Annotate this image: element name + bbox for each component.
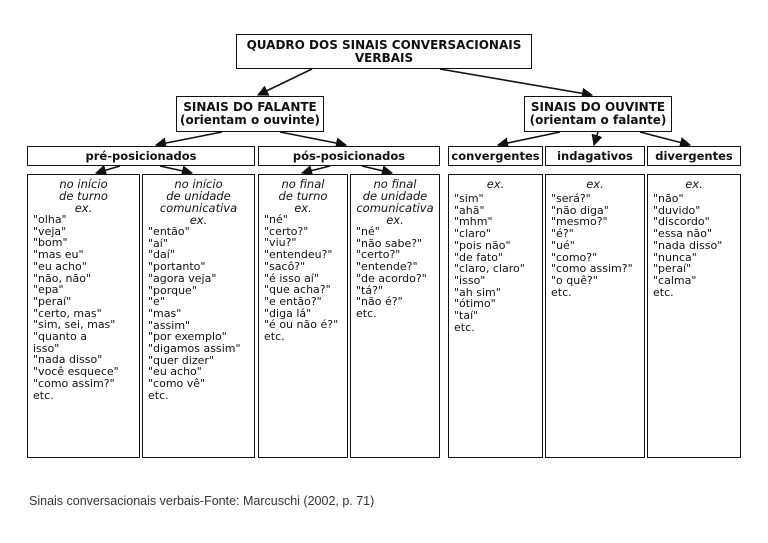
signal-item: "né" — [356, 225, 380, 238]
category-divergentes-box — [647, 146, 741, 166]
signal-item: "peraí" — [653, 262, 692, 276]
signal-item: "agora veja" — [148, 271, 217, 285]
signal-item: "não diga" — [551, 203, 609, 217]
column-pos-unidade — [350, 174, 440, 458]
head-line: ex. — [189, 213, 208, 227]
signal-item: "nada disso" — [33, 353, 103, 367]
signal-item: "pois não" — [454, 238, 511, 252]
signal-item: "diga lá" — [264, 306, 312, 320]
signal-item: "é ou não é?" — [264, 318, 339, 332]
signal-item: "viu?" — [264, 236, 297, 250]
head-line: ex. — [74, 201, 93, 215]
category-pre-box — [27, 146, 255, 166]
signal-item: "e então?" — [264, 294, 322, 308]
arrow-speaker-to-pos — [280, 132, 346, 145]
head-line: no final — [373, 177, 417, 191]
head-line: no início — [174, 177, 223, 191]
signal-list — [143, 226, 254, 402]
head-line: ex. — [586, 177, 604, 191]
signal-item: "claro" — [454, 227, 491, 241]
signal-item: "certo?" — [264, 224, 309, 238]
category-pos-box — [258, 146, 440, 166]
signal-item: "entendeu?" — [264, 248, 333, 262]
signal-item: "será?" — [551, 192, 591, 205]
signal-item: "peraí" — [33, 294, 72, 308]
arrow-title-to-speaker — [258, 69, 312, 95]
signal-item: "ué" — [551, 238, 575, 252]
signal-item: "daí" — [148, 248, 175, 262]
arrow-listener-to-divergentes — [640, 132, 690, 145]
head-line: comunicativa — [159, 201, 238, 215]
column-head — [143, 175, 254, 226]
arrow-speaker-to-pre — [156, 132, 222, 145]
signal-item: "ah sim" — [454, 285, 501, 299]
arrow-pre-to-unidade — [160, 166, 192, 173]
column-head — [648, 175, 740, 190]
signal-item: "de fato" — [454, 250, 504, 264]
head-line: de unidade — [362, 189, 428, 203]
signal-item: "nada disso" — [653, 238, 723, 252]
signal-item: etc. — [551, 285, 572, 299]
signal-item: "entende?" — [356, 260, 418, 274]
signal-item: "epa" — [33, 283, 64, 297]
signal-item: "não, não" — [33, 271, 91, 285]
column-head — [546, 175, 644, 190]
signal-item: "nunca" — [653, 250, 697, 264]
signal-item: etc. — [653, 285, 674, 299]
signal-list — [259, 214, 347, 343]
signal-list — [28, 214, 139, 401]
signal-list — [648, 190, 740, 298]
signal-item: "calma" — [653, 273, 697, 287]
column-convergentes — [448, 174, 543, 458]
signal-item: "duvido" — [653, 203, 701, 217]
arrow-listener-to-convergentes — [498, 132, 560, 145]
signal-item: "certo, mas" — [33, 306, 102, 320]
signal-item: "não é?" — [356, 295, 403, 309]
signal-item: "essa não" — [653, 227, 713, 241]
signal-item: isso" — [33, 341, 60, 355]
signal-item: "então" — [148, 225, 190, 238]
arrow-pre-to-turno — [96, 166, 120, 173]
column-head — [449, 175, 542, 190]
signal-item: "ótimo" — [454, 297, 496, 311]
signal-item: "ahã" — [454, 203, 485, 217]
signal-list — [546, 190, 644, 298]
signal-item: "de acordo?" — [356, 271, 427, 285]
column-head — [28, 175, 139, 214]
signal-item: "o quê?" — [551, 273, 598, 287]
column-divergentes — [647, 174, 741, 458]
signal-item: "não sabe?" — [356, 236, 423, 250]
column-head — [259, 175, 347, 214]
signal-item: "é?" — [551, 227, 574, 241]
listener-signals-box — [524, 96, 672, 132]
category-convergentes-box — [448, 146, 543, 166]
head-line: ex. — [685, 177, 703, 191]
signal-item: "mesmo?" — [551, 215, 608, 229]
speaker-signals-box — [176, 96, 324, 132]
listener-sub: (orientam o falante) — [529, 113, 667, 127]
column-pre-unidade — [142, 174, 255, 458]
signal-item: "quanto a — [33, 330, 88, 344]
speaker-sub: (orientam o ouvinte) — [179, 113, 320, 127]
signal-item: etc. — [356, 306, 377, 320]
signal-item: "como assim?" — [33, 376, 115, 390]
arrow-pos-to-unidade — [362, 166, 392, 173]
signal-item: "discordo" — [653, 215, 710, 229]
head-line: ex. — [386, 213, 404, 227]
head-line: ex. — [294, 201, 312, 215]
head-line: no final — [281, 177, 325, 191]
signal-item: "por exemplo" — [148, 330, 227, 344]
signal-item: "veja" — [33, 224, 67, 238]
arrow-listener-to-indagativos — [594, 132, 598, 145]
head-line: no início — [59, 177, 108, 191]
signal-item: "taí" — [454, 309, 479, 323]
column-pos-turno — [258, 174, 348, 458]
signal-item: "que acha?" — [264, 283, 331, 297]
signal-item: "bom" — [33, 236, 68, 250]
column-head — [351, 175, 439, 226]
signal-item: "porque" — [148, 283, 197, 297]
signal-item: "mas" — [148, 306, 182, 320]
signal-item: "quer dizer" — [148, 353, 214, 367]
signal-item: "claro, claro" — [454, 262, 525, 276]
head-line: de turno — [278, 189, 328, 203]
head-line: ex. — [486, 177, 505, 191]
signal-item: etc. — [454, 320, 475, 334]
category-pre-label: pré-posicionados — [85, 148, 197, 163]
arrow-pos-to-turno — [302, 166, 330, 173]
column-pre-turno — [27, 174, 140, 458]
signal-item: "como?" — [551, 250, 598, 264]
listener-label: SINAIS DO OUVINTE — [530, 100, 666, 115]
signal-item: "mhm" — [454, 215, 493, 229]
signal-item: "olha" — [33, 213, 67, 226]
signal-item: "isso" — [454, 273, 486, 287]
category-pos-label: pós-posicionados — [292, 148, 406, 163]
column-indagativos — [545, 174, 645, 458]
signal-item: "como assim?" — [551, 262, 633, 276]
head-line: comunicativa — [356, 201, 434, 215]
diagram-title-box — [236, 34, 532, 69]
signal-item: "eu acho" — [33, 259, 87, 273]
signal-item: etc. — [264, 330, 285, 344]
signal-item: "sim" — [454, 192, 484, 205]
signal-item: "sim, sei, mas" — [33, 318, 116, 332]
signal-item: "portanto" — [148, 260, 206, 274]
signal-list — [449, 190, 542, 333]
head-line: de unidade — [166, 189, 231, 203]
diagram-title: QUADRO DOS SINAIS CONVERSACIONAIS VERBAIS — [246, 37, 522, 65]
arrow-title-to-listener — [440, 69, 592, 95]
category-convergentes-label: convergentes — [451, 148, 540, 163]
signal-item: etc. — [33, 388, 54, 402]
signal-item: "não" — [653, 192, 684, 205]
signal-item: "você esquece" — [33, 365, 119, 379]
signal-item: "é isso aí" — [264, 271, 319, 285]
signal-item: "eu acho" — [148, 365, 202, 379]
category-indagativos-label: indagativos — [557, 148, 633, 163]
head-line: de turno — [59, 189, 108, 203]
signal-item: "mas eu" — [33, 248, 84, 262]
signal-item: "assim" — [148, 318, 191, 332]
signal-item: "certo?" — [356, 248, 401, 262]
signal-item: etc. — [148, 388, 169, 402]
figure-caption: Sinais conversacionais verbais-Fonte: Marcuschi (2002, p. 71) — [29, 494, 375, 508]
category-divergentes-label: divergentes — [655, 148, 733, 163]
signal-item: "né" — [264, 213, 288, 226]
signal-item: "e" — [148, 295, 165, 309]
category-indagativos-box — [545, 146, 645, 166]
signal-list — [351, 226, 439, 320]
signal-item: "aí" — [148, 236, 168, 250]
signal-item: "como vê" — [148, 377, 206, 391]
signal-item: "digamos assim" — [148, 342, 241, 356]
speaker-label: SINAIS DO FALANTE — [183, 100, 317, 115]
signal-item: "tá?" — [356, 283, 384, 297]
signal-item: "sacô?" — [264, 259, 306, 273]
